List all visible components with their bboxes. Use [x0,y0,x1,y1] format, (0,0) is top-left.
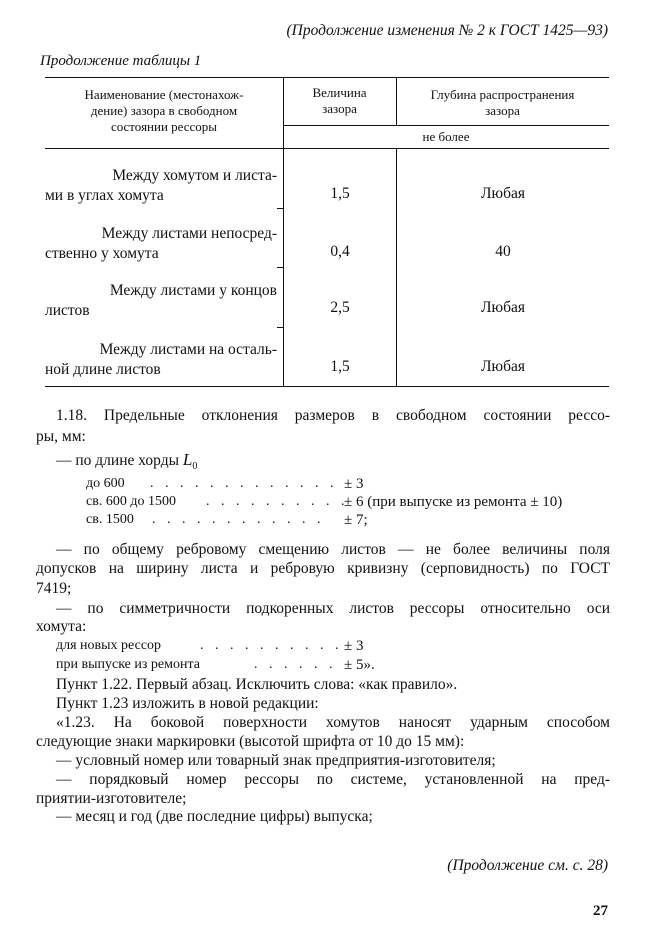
depth-value: Любая [481,299,525,316]
sym-item-value: ± 3 [344,638,364,654]
para-rib-line2: допусков на ширину листа и ребровую кривизну (серповидность) по ГОСТ [36,560,610,577]
chord-item-label: св. 1500 [86,512,134,527]
col3-header-line: Глубина распространения [430,87,575,102]
depth-value: 40 [495,243,511,260]
para-1-23-intro: Пункт 1.23 изложить в новой редакции: [56,695,319,712]
gap-value: 1,5 [330,358,350,375]
leader-dots: . . . . . . . . . . . . [152,512,325,527]
marking-item-2-line2: приятии-изготовителе; [36,790,187,807]
row-name-line: Между листами на осталь- [99,341,277,358]
chord-subscript: 0 [192,461,198,473]
row-name-line: Между листами непосред- [101,225,277,242]
row-name [45,224,277,264]
chord-symbol: L [182,450,193,469]
para-1-22: Пункт 1.22. Первый абзац. Исключить слова: «как правило». [56,676,458,693]
para-1-23-line2: следующие знаки маркировки (высотой шрифта от 10 до 15 мм): [36,733,465,750]
table-col-divider-2b [396,148,397,387]
chord-item-label: св. 600 до 1500 [86,494,176,509]
row-separator [277,267,283,268]
row-name-line: ной длине листов [45,361,161,378]
col1-header-line: состоянии рессоры [110,119,218,134]
col1-header [45,87,283,135]
row-separator [277,327,283,328]
marking-item-1: — условный номер или товарный знак предприятия-изготовителя; [56,752,496,769]
row-name-line: листов [45,302,90,319]
col1-header-line: дение) зазора в свободном [90,103,238,118]
col1-header-line: Наименование (местонахож- [84,87,244,102]
row-name-line: ми в углах хомута [45,187,164,204]
marking-item-3: — месяц и год (две последние цифры) выпуска; [56,808,373,825]
sym-item-label: при выпуске из ремонта [56,657,200,672]
table-subheader-rule [283,125,609,126]
table-top-rule [45,77,609,78]
depth-value: Любая [481,358,525,375]
leader-dots: . . . . . . . . . . . . . [150,476,338,491]
para-1-23-line1: «1.23. На боковой поверхности хомутов наносят ударным способом [56,714,610,731]
gap-value: 1,5 [330,185,350,202]
gap-value: 2,5 [330,299,350,316]
chord-item [86,476,125,492]
table-bottom-rule [45,386,609,387]
page-number: 27 [593,903,608,919]
row-name [45,340,277,380]
row-name-line: Между хомутом и листа- [112,167,277,184]
sym-item-value: ± 5». [344,657,375,673]
chord-item-value: ± 7; [344,512,368,528]
depth-value: Любая [481,185,525,202]
table-col-divider-1 [283,77,284,387]
col2-header-line: Величина [312,85,367,100]
table-header-rule [45,148,609,149]
para-rib-line1: — по общему ребровому смещению листов — не более величины поля [56,541,610,558]
sym-item-label: для новых рессор [56,638,162,653]
page-header: (Продолжение изменения № 2 к ГОСТ 1425—93) [286,22,608,39]
para-1-18-line2: ры, мм: [36,428,86,445]
col3-header-line: зазора [485,103,520,118]
chord-line [56,450,197,472]
row-name-line: ственно у хомута [45,245,159,262]
row-name [45,281,277,321]
sym-item [56,638,161,654]
col2-header [283,85,396,117]
marking-item-2-line1: — порядковый номер рессоры по системе, установленной на пред- [56,771,610,788]
col2-header-line: зазора [322,101,357,116]
sym-item [56,657,200,673]
continuation-note: (Продолжение см. с. 28) [447,857,608,874]
leader-dots: . . . . . . . . . . [200,638,343,653]
table [45,77,609,387]
leader-dots: . . . . . . . . . . [206,494,349,509]
chord-item-value: ± 6 (при выпуске из ремонта ± 10) [344,494,563,510]
chord-item-label: до 600 [86,476,125,491]
row-name-line: Между листами у концов [109,282,277,299]
row-separator [277,208,283,209]
para-1-18-line1: 1.18. Предельные отклонения размеров в свободном состоянии рессо- [56,407,610,424]
row-name [45,166,277,206]
gap-value: 0,4 [330,243,350,260]
chord-item [86,494,176,510]
para-sym-line1: — по симметричности подкоренных листов рессоры относительно оси [56,600,610,617]
table-caption: Продолжение таблицы 1 [40,53,202,69]
para-rib-line3: 7419; [36,580,72,597]
chord-item [86,512,134,528]
col3-header [396,87,609,119]
chord-prefix: — по длине хорды [56,452,180,469]
leader-dots: . . . . . . [254,657,337,672]
para-sym-line2: хомута: [36,618,87,635]
chord-item-value: ± 3 [344,476,364,492]
subheader-not-more: не более [422,129,470,144]
